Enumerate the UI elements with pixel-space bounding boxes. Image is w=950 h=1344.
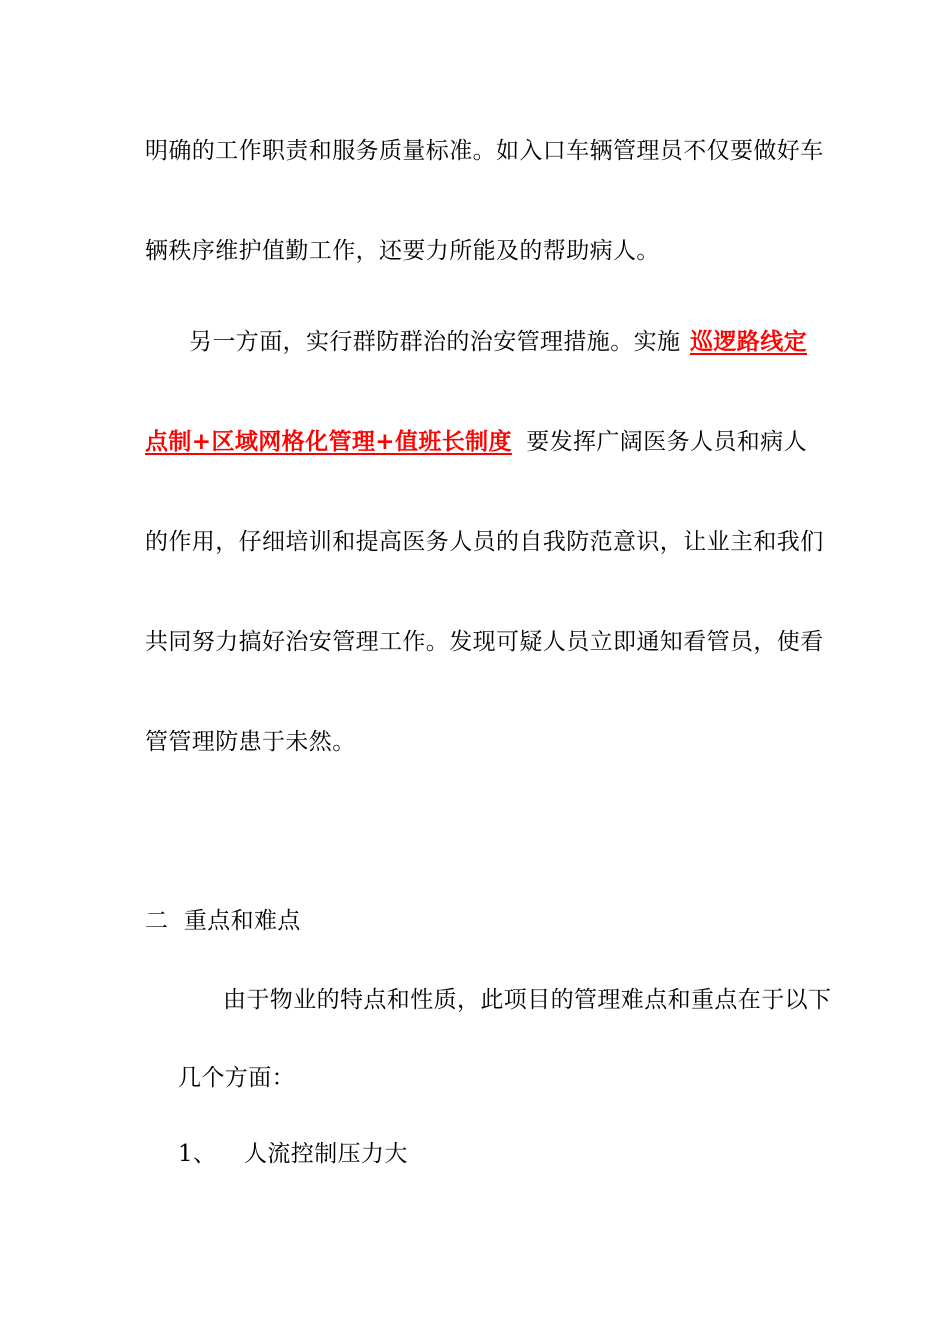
paragraph2-line5: 管管理防患于未然。	[145, 729, 356, 755]
highlight-management-system: 点制+区域网格化管理+值班长制度	[145, 429, 512, 455]
highlight-patrol-route: 巡逻路线定	[690, 329, 807, 355]
paragraph2-line3: 的作用，仔细培训和提高医务人员的自我防范意识，让业主和我们	[145, 529, 824, 555]
section-intro-line1: 由于物业的特点和性质，此项目的管理难点和重点在于以下	[223, 987, 832, 1013]
paragraph2-line2-text: 要发挥广阔医务人员和病人	[526, 429, 807, 455]
paragraph1-line1: 明确的工作职责和服务质量标准。如入口车辆管理员不仅要做好车	[145, 138, 824, 164]
list-item-1-text: 人流控制压力大	[244, 1141, 408, 1167]
paragraph2-line4: 共同努力搞好治安管理工作。发现可疑人员立即通知看管员，使看	[145, 629, 824, 655]
section-intro-line2: 几个方面：	[178, 1065, 295, 1091]
list-item-1-number: 1、	[178, 1141, 217, 1167]
list-item-1	[178, 1139, 840, 1169]
paragraph2-line1	[189, 327, 807, 357]
paragraph1-line2: 辆秩序维护值勤工作，还要力所能及的帮助病人。	[145, 238, 660, 264]
paragraph2-line1-text: 另一方面，实行群防群治的治安管理措施。实施	[189, 329, 681, 355]
paragraph2-line2	[145, 427, 807, 457]
section-heading: 二 重点和难点	[145, 908, 301, 934]
